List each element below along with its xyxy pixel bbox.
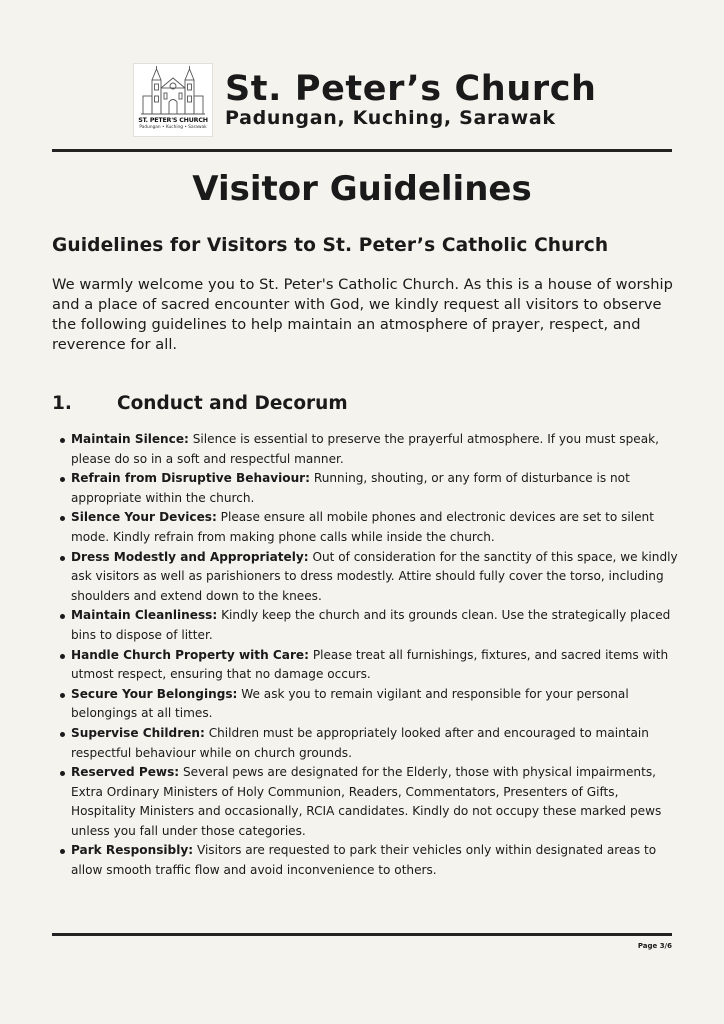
item-label: Dress Modestly and Appropriately: — [71, 549, 309, 564]
item-label: Secure Your Belongings: — [71, 686, 238, 701]
item-text: Running, shouting, or any form of disturbance is not appropriate within the church. — [71, 471, 630, 505]
list-item — [71, 685, 679, 724]
header — [133, 63, 597, 135]
item-text: Kindly keep the church and its grounds clean. Use the strategically placed bins to dispose of litter. — [71, 608, 671, 642]
item-text: We ask you to remain vigilant and responsible for your personal belongings at all times. — [71, 686, 629, 721]
page-title: Visitor Guidelines — [192, 169, 532, 209]
list-item — [71, 508, 679, 547]
list-item — [71, 724, 679, 763]
item-label: Silence Your Devices: — [71, 510, 217, 525]
item-label: Handle Church Property with Care: — [71, 647, 309, 662]
church-name: St. Peter’s Church — [225, 69, 597, 109]
item-label: Maintain Silence: — [71, 432, 189, 446]
page-subtitle: Guidelines for Visitors to St. Peter’s Catholic Church — [52, 235, 609, 256]
list-item — [71, 841, 679, 880]
list-item — [71, 469, 679, 508]
item-text: Several pews are designated for the Elderly, those with physical impairments, Extra Ordinary Ministers of Holy Communion, Readers, Commentators, Presenters of Gifts, Hospitality Ministers and occasionally, RCIA candidates. Kindly do not occupy these marked pews unless you fall under those categories. — [71, 765, 662, 838]
list-item — [71, 646, 679, 685]
item-text: Visitors are requested to park their vehicles only within designated areas to allow smooth traffic flow and avoid inconvenience to others. — [71, 843, 657, 878]
item-label: Park Responsibly: — [71, 843, 194, 858]
bottom-divider — [52, 933, 672, 936]
item-label: Supervise Children: — [71, 725, 205, 740]
church-location: Padungan, Kuching, Sarawak — [225, 107, 556, 129]
church-logo — [133, 63, 213, 137]
list-item — [71, 548, 679, 607]
list-item — [71, 430, 679, 469]
item-label: Refrain from Disruptive Behaviour: — [71, 471, 310, 486]
church-building-icon — [140, 66, 206, 118]
item-label: Maintain Cleanliness: — [71, 608, 218, 623]
item-text: Please treat all furnishings, fixtures, and sacred items with utmost respect, ensuring that no damage occurs. — [71, 647, 669, 682]
item-text: Please ensure all mobile phones and electronic devices are set to silent mode. Kindly refrain from making phone calls while inside the church. — [71, 510, 654, 544]
guideline-list — [71, 430, 679, 881]
item-text: Children must be appropriately looked after and encouraged to maintain respectful behaviour while on church grounds. — [71, 725, 649, 760]
top-divider — [52, 149, 672, 152]
item-text: Silence is essential to preserve the prayerful atmosphere. If you must speak, please do so in a soft and respectful manner. — [71, 432, 659, 466]
intro-paragraph: We warmly welcome you to St. Peter's Catholic Church. As this is a house of worship and a place of sacred encounter with God, we kindly request all visitors to observe the following guidelines to help maintain an atmosphere of prayer, respect, and reverence for all. — [52, 276, 673, 353]
item-label: Reserved Pews: — [71, 765, 180, 780]
page-number: Page 3/6 — [637, 942, 672, 950]
logo-name: ST. PETER'S CHURCH — [138, 117, 208, 124]
list-item — [71, 763, 679, 841]
item-text: Out of consideration for the sanctity of this space, we kindly ask visitors as well as parishioners to dress modestly. Attire should fully cover the torso, including shoulders and extend down to the knees. — [71, 549, 678, 603]
section-title: Conduct and Decorum — [117, 393, 348, 414]
list-item — [71, 606, 679, 645]
logo-subtitle: Padungan • Kuching • Sarawak — [139, 125, 207, 130]
section-number: 1. — [52, 393, 72, 414]
